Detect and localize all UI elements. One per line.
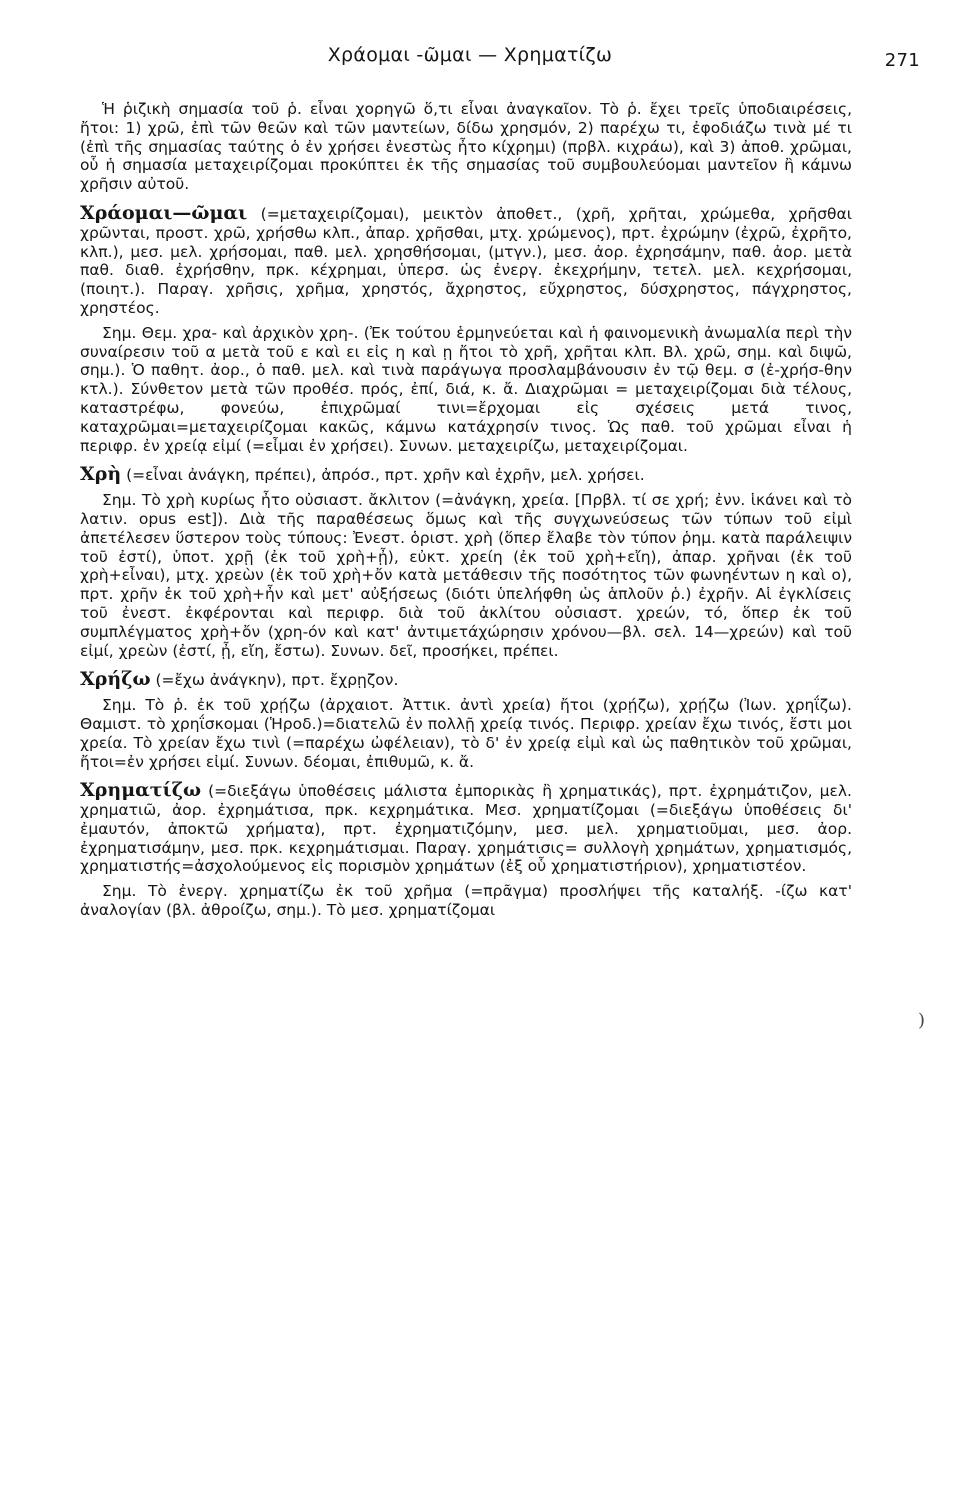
- entry-note: Σημ. Τὸ χρὴ κυρίως ἦτο οὐσιαστ. ἄκλιτον (=ἀνάγκη, χρεία. [Πρβλ. τί σε χρή; ἐνν. ἱκάνει καὶ τὸ λατιν. opus est]). Διὰ τῆς παραθέσεως ὅμως καὶ τῆς συγχωνεύσεως τῶν τύπων τοῦ εἰμὶ ἀπετέλεσεν ὕστερον τοὺς τύπους: Ἐνεστ. ὁριστ. χρὴ (ὅπερ ἔλαβε τὸν τύπον ῥημ. κατὰ παράλειψιν τοῦ ἐστί), ὑποτ. χρῇ (ἐκ τοῦ χρὴ+ᾖ), εὐκτ. χρείη (ἐκ τοῦ χρὴ+εἴη), ἀπαρ. χρῆναι (ἐκ τοῦ χρὴ+εἶναι), μτχ. χρεὼν (ἐκ τοῦ χρὴ+ὄν κατὰ μετάθεσιν τῆς ποσότητος τῶν φωνηέντων η καὶ ο), πρτ. χρῆν ἐκ τοῦ χρὴ+ἦν καὶ μετ' αὐξήσεως (διότι ὑπελήφθη ὡς ἁπλοῦν ῥ.) ἐχρῆν. Αἱ ἐγκλίσεις τοῦ ἐνεστ. ἐκφέρονται καὶ περιφρ. διὰ τοῦ ἀκλίτου οὐσιαστ. χρεών, τό, ὅπερ ἐκ τοῦ συμπλέγματος χρὴ+ὄν (χρη-όν καὶ κατ' ἀντιμετάχώρησιν χρόνου—βλ. σελ. 14—χρεών) καὶ τοῦ εἰμί, χρεὼν (ἐστί, ᾖ, εἴη, ἔστω). Συνων. δεῖ, προσήκει, πρέπει.: [80, 491, 852, 660]
- running-head-title: Χράομαι -ῶμαι — Χρηματίζω: [327, 44, 613, 66]
- page-body: [80, 100, 852, 920]
- margin-mark: ): [918, 1010, 926, 1031]
- etymology-note: Ἡ ῥιζικὴ σημασία τοῦ ῥ. εἶναι χορηγῶ ὅ,τι εἶναι ἀναγκαῖον. Τὸ ῥ. ἔχει τρεῖς ὑποδιαιρέσεις, ἤτοι: 1) χρῶ, ἐπὶ τῶν θεῶν καὶ τῶν μαντείων, δίδω χρησμόν, 2) παρέχω τι, ἐφοδιάζω τινὰ μέ τι (ἐπὶ τῆς σημασίας ταύτης ὁ ἐν χρήσει ἐνεστὼς ἦτο κίχρημι) (πρβλ. κιχράω), καὶ 3) ἀποθ. χρῶμαι, οὗ ἡ σημασία μεταχειρίζομαι προκύπτει ἐκ τῆς σημασίας τοῦ συμβουλεύομαι μαντεῖον ἢ κάμνω χρῆσιν αὐτοῦ.: [80, 100, 852, 194]
- headword: Χρηματίζω: [80, 779, 202, 802]
- entry-text: (=μεταχειρίζομαι), μεικτὸν ἀποθετ., (χρῆ, χρῆται, χρώμεθα, χρῆσθαι χρῶνται, προστ. χρῶ, χρήσθω κλπ., ἀπαρ. χρῆσθαι, μτχ. χρώμενος), πρτ. ἐχρώμην (ἐχρῶ, ἐχρῆτο, κλπ.), μεσ. μελ. χρήσομαι, παθ. μελ. χρησθήσομαι, (μτγν.), μεσ. ἀορ. ἐχρησάμην, παθ. ἀορ. μετὰ παθ. διαθ. ἐχρήσθην, πρκ. κέχρημαι, ὑπερσ. ὡς ἐνεργ. ἐκεχρήμην, τετελ. μελ. κεχρήσομαι, (ποιητ.). Παραγ. χρῆσις, χρῆμα, χρηστός, ἄχρηστος, εὔχρηστος, δύσχρηστος, πάγχρηστος, χρηστέος.: [80, 204, 852, 317]
- headword: Χρὴ: [80, 463, 122, 486]
- entry-text: (=διεξάγω ὑποθέσεις μάλιστα ἐμπορικὰς ἢ χρηματικάς), πρτ. ἐχρημάτιζον, μελ. χρηματιῶ, ἀορ. ἐχρημάτισα, πρκ. κεχρημάτικα. Μεσ. χρηματίζομαι (=διεξάγω ὑποθέσεις δι' ἐμαυτόν, ἀποκτῶ χρήματα), πρτ. ἐχρηματιζόμην, μεσ. μελ. χρηματιοῦμαι, μεσ. ἀορ. ἐχρηματισάμην, μεσ. πρκ. κεχρημάτισμαι. Παραγ. χρημάτισις= συλλογὴ χρημάτων, χρηματισμός, χρηματιστής=ἀσχολούμενος εἰς πορισμὸν χρημάτων (ἐξ οὗ χρηματιστήριον), χρηματιστέον.: [80, 782, 852, 876]
- entry-note: Σημ. Τὸ ἐνεργ. χρηματίζω ἐκ τοῦ χρῆμα (=πρᾶγμα) προσλήψει τῆς καταλήξ. -ίζω κατ' ἀναλογίαν (βλ. ἀθροίζω, σημ.). Τὸ μεσ. χρηματίζομαι: [80, 882, 852, 920]
- entry-chraomai: [80, 201, 852, 318]
- entry-chrezo: [80, 670, 852, 690]
- headword: Χρήζω: [80, 668, 151, 691]
- entry-note: Σημ. Θεμ. χρα- καὶ ἀρχικὸν χρη-. (Ἐκ τούτου ἑρμηνεύεται καὶ ἡ φαινομενικὴ ἀνωμαλία περὶ τὴν συναίρεσιν τοῦ α μετὰ τοῦ ε καὶ ει εἰς η καὶ ῃ ἤτοι τὸ χρῆ, χρῆται κλπ. Βλ. χρῶ, σημ. καὶ διψῶ, σημ.). Ὁ παθητ. ἀορ., ὁ παθ. μελ. καὶ τινὰ παράγωγα προσλαμβάνουσιν ἐν τῷ θεμ. σ (ἐ-χρήσ-θην κτλ.). Σύνθετον μετὰ τῶν προθέσ. πρός, ἐπί, διά, κ. ἄ. Διαχρῶμαι = μεταχειρίζομαι διὰ τέλους, καταστρέφω, φονεύω, ἐπιχρῶμαί τινι=ἔρχομαι εἰς σχέσεις μετά τινος, καταχρῶμαι=μεταχειρίζομαι κακῶς, κάμνω κατάχρησίν τινος. Ὡς παθ. τοῦ χρῶμαι εἶναι ἡ περιφρ. ἐν χρείᾳ εἰμί (=εἶμαι ἐν χρήσει). Συνων. μεταχειρίζω, μεταχειρίζομαι.: [80, 323, 852, 455]
- entry-note: Σημ. Τὸ ῥ. ἐκ τοῦ χρῄζω (ἀρχαιοτ. Ἀττικ. ἀντὶ χρεία) ἤτοι (χρῄζω), χρῄζω (Ἰων. χρηΐζω). Θαμιστ. τὸ χρηΐσκομαι (Ἡροδ.)=διατελῶ ἐν πολλῇ χρείᾳ τινός. Περιφρ. χρείαν ἔχω τινός, ἔστι μοι χρεία. Τὸ χρείαν ἔχω τινὶ (=παρέχω ὠφέλειαν), τὸ δ' ἐν χρείᾳ εἰμὶ καὶ ὡς παθητικὸν τοῦ χρῶμαι, ἤτοι=ἐν χρήσει εἰμί. Συνων. δέομαι, ἐπιθυμῶ, κ. ἄ.: [80, 696, 852, 771]
- page-number: 271: [884, 50, 920, 71]
- entry-text: (=εἶναι ἀνάγκη, πρέπει), ἀπρόσ., πρτ. χρῆν καὶ ἐχρῆν, μελ. χρήσει.: [121, 466, 645, 485]
- entry-chre: [80, 465, 852, 485]
- headword: Χράομαι—ῶμαι: [80, 201, 248, 224]
- entry-text: (=ἔχω ἀνάγκην), πρτ. ἔχρῃζον.: [150, 671, 399, 690]
- entry-chrematizo: [80, 781, 852, 876]
